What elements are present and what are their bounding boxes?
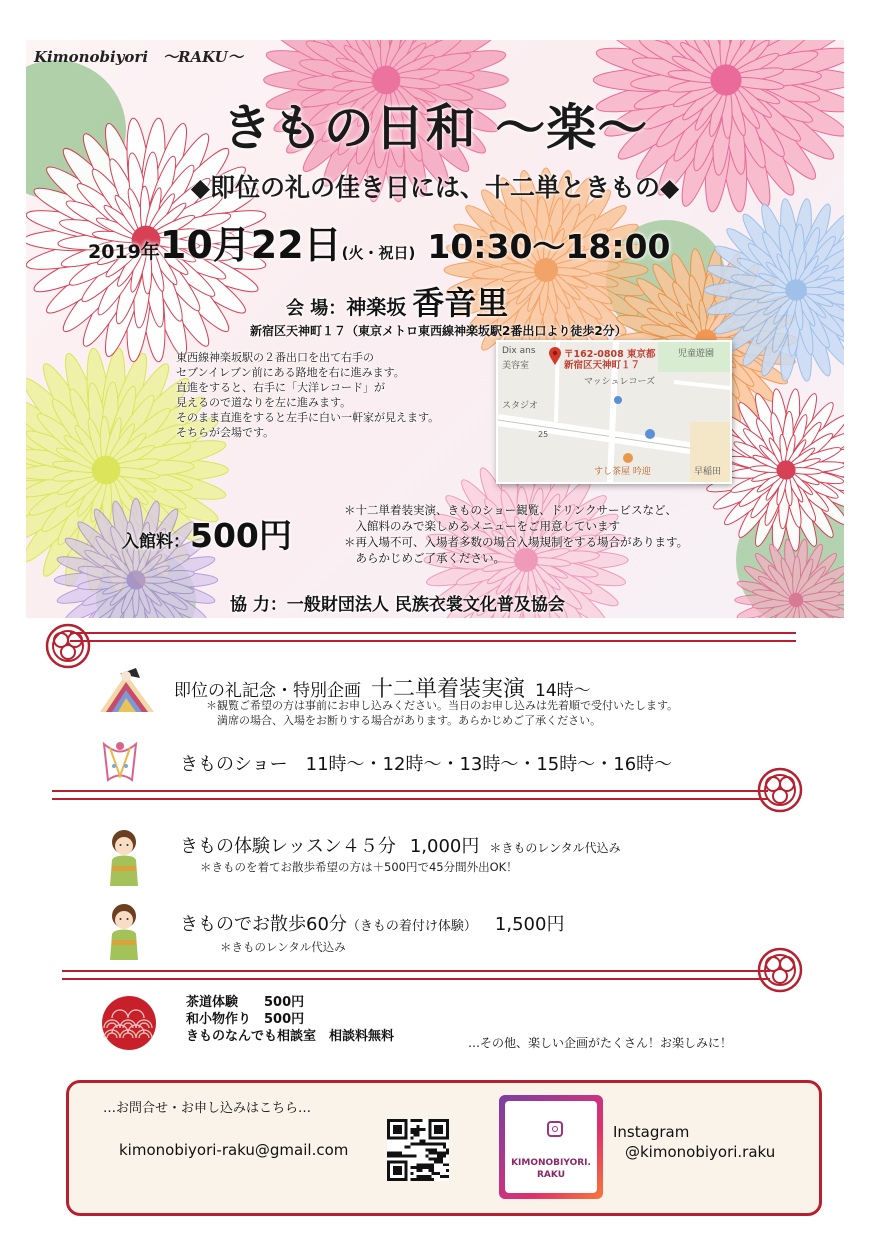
note-line: ＊観覧ご希望の方は事前にお申し込みください。当日のお申し込みは先着順で受付いたします。 [206, 699, 679, 712]
activity-item: 和小物作り 500円 [186, 1012, 305, 1027]
divider-line [52, 790, 768, 800]
other-activities-tail: …その他、楽しい企画がたくさん！お楽しみに！ [468, 1036, 733, 1050]
note-line: 満席の場合、入場をお断りする場合があります。あらかじめご了承ください。 [206, 714, 602, 727]
directions-line: セブンイレブン前にある路地を右に進みます。 [176, 366, 405, 379]
date-weekday: (火・祝日) [341, 244, 416, 262]
admission-notes [344, 502, 688, 566]
kimono-woman-icon [104, 898, 144, 960]
special-title: 十二単着装実演 [371, 677, 526, 702]
qr-code[interactable] [387, 1119, 449, 1181]
event-subtitle: ◆即位の礼の佳き日には、十二単ときもの◆ [190, 173, 680, 202]
special-notes [206, 698, 678, 728]
directions-line: そちらが会場です。 [176, 426, 275, 439]
date-year: 2019年 [88, 241, 160, 263]
instagram-card[interactable] [499, 1095, 603, 1199]
map-label: マッシュレコーズ [584, 377, 656, 387]
map-label: 美容室 [502, 361, 530, 371]
directions-line: 東西線神楽坂駅の２番出口を出て右手の [176, 351, 374, 364]
event-title: きもの日和 ～楽～ [221, 99, 649, 157]
instagram-label: Instagram [613, 1123, 690, 1141]
directions-line: そのまま直進をすると左手に白い一軒家が見えます。 [176, 411, 440, 424]
instagram-card-line: RAKU [536, 1170, 566, 1180]
instagram-icon [547, 1121, 563, 1137]
special-time: 14時～ [535, 681, 591, 701]
directions-line: 直進をすると、右手に「大洋レコード」が [176, 381, 385, 394]
kimono-woman-icon [104, 824, 144, 886]
note-line: ＊再入場不可、入場者多数の場合入場規制をする場合があります。 [344, 535, 689, 549]
event-datetime [88, 214, 670, 269]
walk-label: きものでお散歩60分 [180, 914, 347, 935]
lesson-price: 1,000円 [409, 836, 480, 857]
instagram-handle[interactable]: @kimonobiyori.raku [625, 1143, 776, 1161]
event-time: 10:30～18:00 [427, 227, 671, 266]
venue-label: 会 場： [286, 298, 347, 319]
map-pin-label: 新宿区天神町１７ [564, 360, 641, 371]
note-line: 入館料のみで楽しめるメニューをご用意しています [344, 519, 620, 533]
map-pin-label: 〒162-0808 東京都 [564, 349, 656, 360]
map-pin-icon [548, 346, 562, 366]
cooperation: 協 力：一般財団法人 民族衣裳文化普及協会 [230, 595, 565, 615]
seigaiha-wave-icon [100, 994, 158, 1052]
special-label: 即位の礼記念・特別企画 [174, 681, 361, 701]
instagram-card-inner [505, 1101, 597, 1193]
directions-line: 見えるので道なりを左に進みます。 [176, 396, 352, 409]
instagram-card-name [505, 1157, 597, 1181]
map-label: Dix ans [502, 346, 536, 356]
date-month-day: 10月22日 [159, 223, 342, 267]
other-activities [186, 994, 394, 1045]
walk-sub-label: （きもの着付け体験） [346, 919, 477, 934]
venue-map [496, 340, 732, 484]
note-line: あらかじめご了承ください。 [344, 551, 505, 565]
map-label: スタジオ [502, 401, 539, 411]
activity-item: きものなんでも相談室 相談料無料 [186, 1029, 395, 1044]
divider-line [70, 632, 796, 642]
note-line: ＊十二単着装実演、きものショー観覧、ドリンクサービスなど、 [344, 503, 678, 517]
event-banner [26, 40, 844, 618]
lesson-sub-note: ＊きものを着てお散歩希望の方は＋500円で45分間外出OK！ [200, 860, 518, 874]
lesson-label: きもの体験レッスン４５分 [180, 836, 396, 857]
contact-box [66, 1080, 822, 1216]
admission-fee [122, 510, 292, 557]
directions [176, 350, 496, 440]
lesson-note: ＊きものレンタル代込み [489, 841, 621, 855]
instagram-card-line: KIMONOBIYORI. [511, 1158, 591, 1168]
walk-price: 1,500円 [494, 914, 565, 935]
contact-heading: …お問合せ・お申し込みはこちら… [103, 1101, 312, 1116]
kimono-lesson [180, 832, 621, 858]
junihitoe-doll-icon [96, 664, 158, 716]
map-label: すし茶屋 吟迎 [594, 467, 651, 477]
mizuhiki-knot-icon [756, 766, 804, 814]
map-label: 児童遊園 [678, 349, 715, 359]
map-label: 25 [538, 430, 549, 439]
venue [286, 278, 508, 324]
contact-email[interactable]: kimonobiyori-raku@gmail.com [119, 1141, 349, 1159]
kimono-accessory-icon [96, 736, 144, 786]
fee-value: 500円 [190, 516, 292, 555]
map-label: 早稲田 [694, 467, 722, 477]
venue-name: 香音里 [412, 284, 509, 322]
kimono-show: きものショー 11時～・12時～・13時～・15時～・16時～ [180, 754, 673, 775]
divider-line [62, 970, 770, 980]
brand-kicker: Kimonobiyori ～RAKU～ [34, 48, 243, 66]
kimono-walk [180, 910, 564, 936]
fee-label: 入館料： [122, 532, 190, 552]
mizuhiki-knot-icon [44, 622, 92, 670]
venue-area: 神楽坂 [346, 295, 407, 319]
activity-item: 茶道体験 500円 [186, 995, 305, 1010]
venue-address: 新宿区天神町１７（東京メトロ東西線神楽坂駅2番出口より徒歩2分） [250, 324, 627, 338]
walk-note: ＊きものレンタル代込み [220, 940, 346, 954]
mizuhiki-knot-icon [756, 946, 804, 994]
